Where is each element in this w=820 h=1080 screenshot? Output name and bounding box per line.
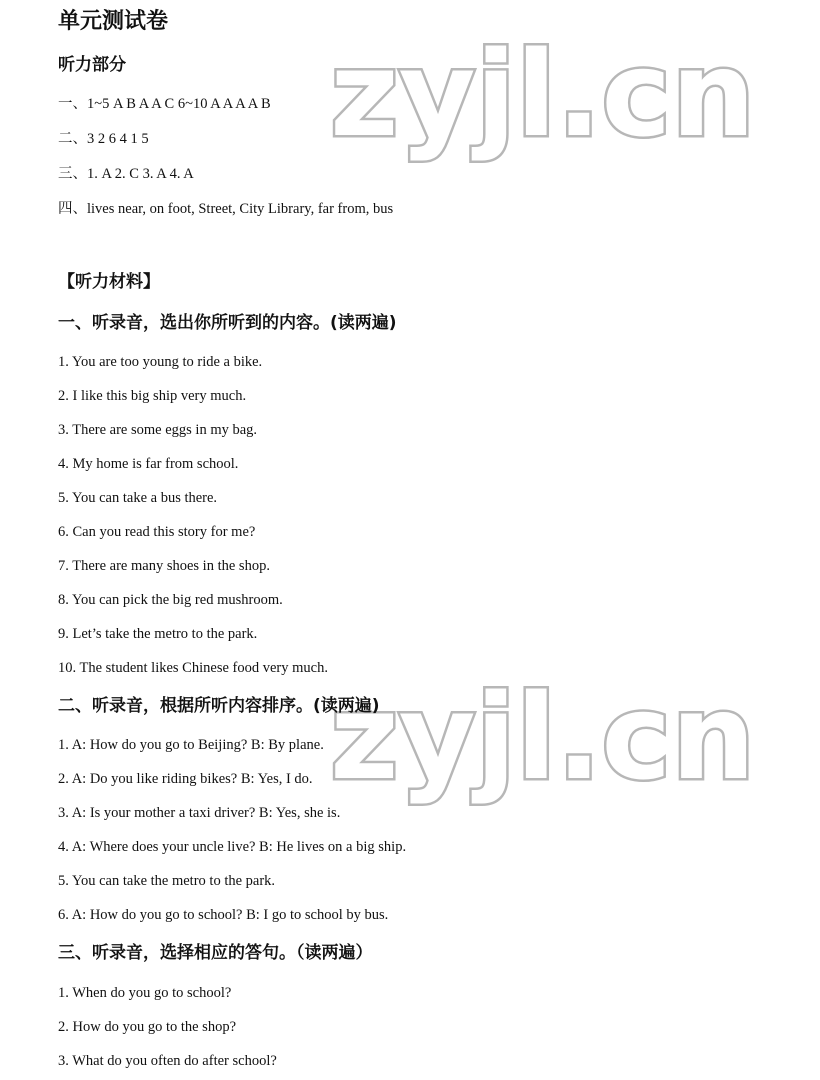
part-2-line-5: 5. You can take the metro to the park. bbox=[58, 873, 276, 889]
answer-text: 3 2 6 4 1 5 bbox=[87, 131, 149, 147]
answer-number: 三、 bbox=[58, 166, 87, 182]
part-1-line-3: 3. There are some eggs in my bag. bbox=[58, 422, 258, 438]
answer-number: 一、 bbox=[58, 96, 87, 112]
answer-number: 四、 bbox=[58, 201, 87, 217]
answer-row-4 bbox=[58, 202, 393, 217]
answer-text: lives near, on foot, Street, City Library, far from, bus bbox=[87, 201, 394, 217]
answer-text: 1. A 2. C 3. A 4. A bbox=[87, 166, 194, 182]
part-3-heading: 三、听录音，选择相应的答句。（读两遍） bbox=[58, 943, 373, 963]
part-1-line-7: 7. There are many shoes in the shop. bbox=[58, 558, 270, 574]
listening-section-title: 听力部分 bbox=[58, 55, 126, 75]
answer-row-1 bbox=[58, 97, 271, 112]
svg-text:zyjl.cn: zyjl.cn bbox=[330, 668, 756, 806]
part-1-line-6: 6. Can you read this story for me? bbox=[58, 524, 256, 540]
part-1-line-9: 9. Let’s take the metro to the park. bbox=[58, 626, 258, 642]
part-1-heading: 一、听录音，选出你所听到的内容。(读两遍) bbox=[58, 313, 397, 333]
answer-text: 1~5 A B A A C 6~10 A A A A B bbox=[87, 96, 271, 112]
part-3-line-2: 2. How do you go to the shop? bbox=[58, 1019, 237, 1035]
page-title: 单元测试卷 bbox=[58, 9, 169, 34]
part-3-line-1: 1. When do you go to school? bbox=[58, 985, 232, 1001]
part-2-line-4: 4. A: Where does your uncle live? B: He lives on a big ship. bbox=[58, 839, 407, 855]
part-3-line-3: 3. What do you often do after school? bbox=[58, 1053, 277, 1069]
part-2-heading: 二、听录音，根据所听内容排序。(读两遍) bbox=[58, 696, 380, 716]
materials-heading: 【听力材料】 bbox=[58, 272, 160, 292]
part-2-line-2: 2. A: Do you like riding bikes? B: Yes, I do. bbox=[58, 771, 313, 787]
part-1-line-4: 4. My home is far from school. bbox=[58, 456, 239, 472]
part-2-line-3: 3. A: Is your mother a taxi driver? B: Yes, she is. bbox=[58, 805, 341, 821]
part-2-line-1: 1. A: How do you go to Beijing? B: By plane. bbox=[58, 737, 324, 753]
answer-row-3 bbox=[58, 167, 194, 182]
part-1-line-8: 8. You can pick the big red mushroom. bbox=[58, 592, 283, 608]
part-1-line-1: 1. You are too young to ride a bike. bbox=[58, 354, 263, 370]
svg-text:zyjl.cn: zyjl.cn bbox=[330, 25, 756, 163]
part-2-line-6: 6. A: How do you go to school? B: I go to school by bus. bbox=[58, 907, 389, 923]
part-1-line-5: 5. You can take a bus there. bbox=[58, 490, 218, 506]
answer-row-2 bbox=[58, 132, 149, 147]
part-1-line-10: 10. The student likes Chinese food very much. bbox=[58, 660, 328, 676]
answer-number: 二、 bbox=[58, 131, 87, 147]
part-1-line-2: 2. I like this big ship very much. bbox=[58, 388, 247, 404]
